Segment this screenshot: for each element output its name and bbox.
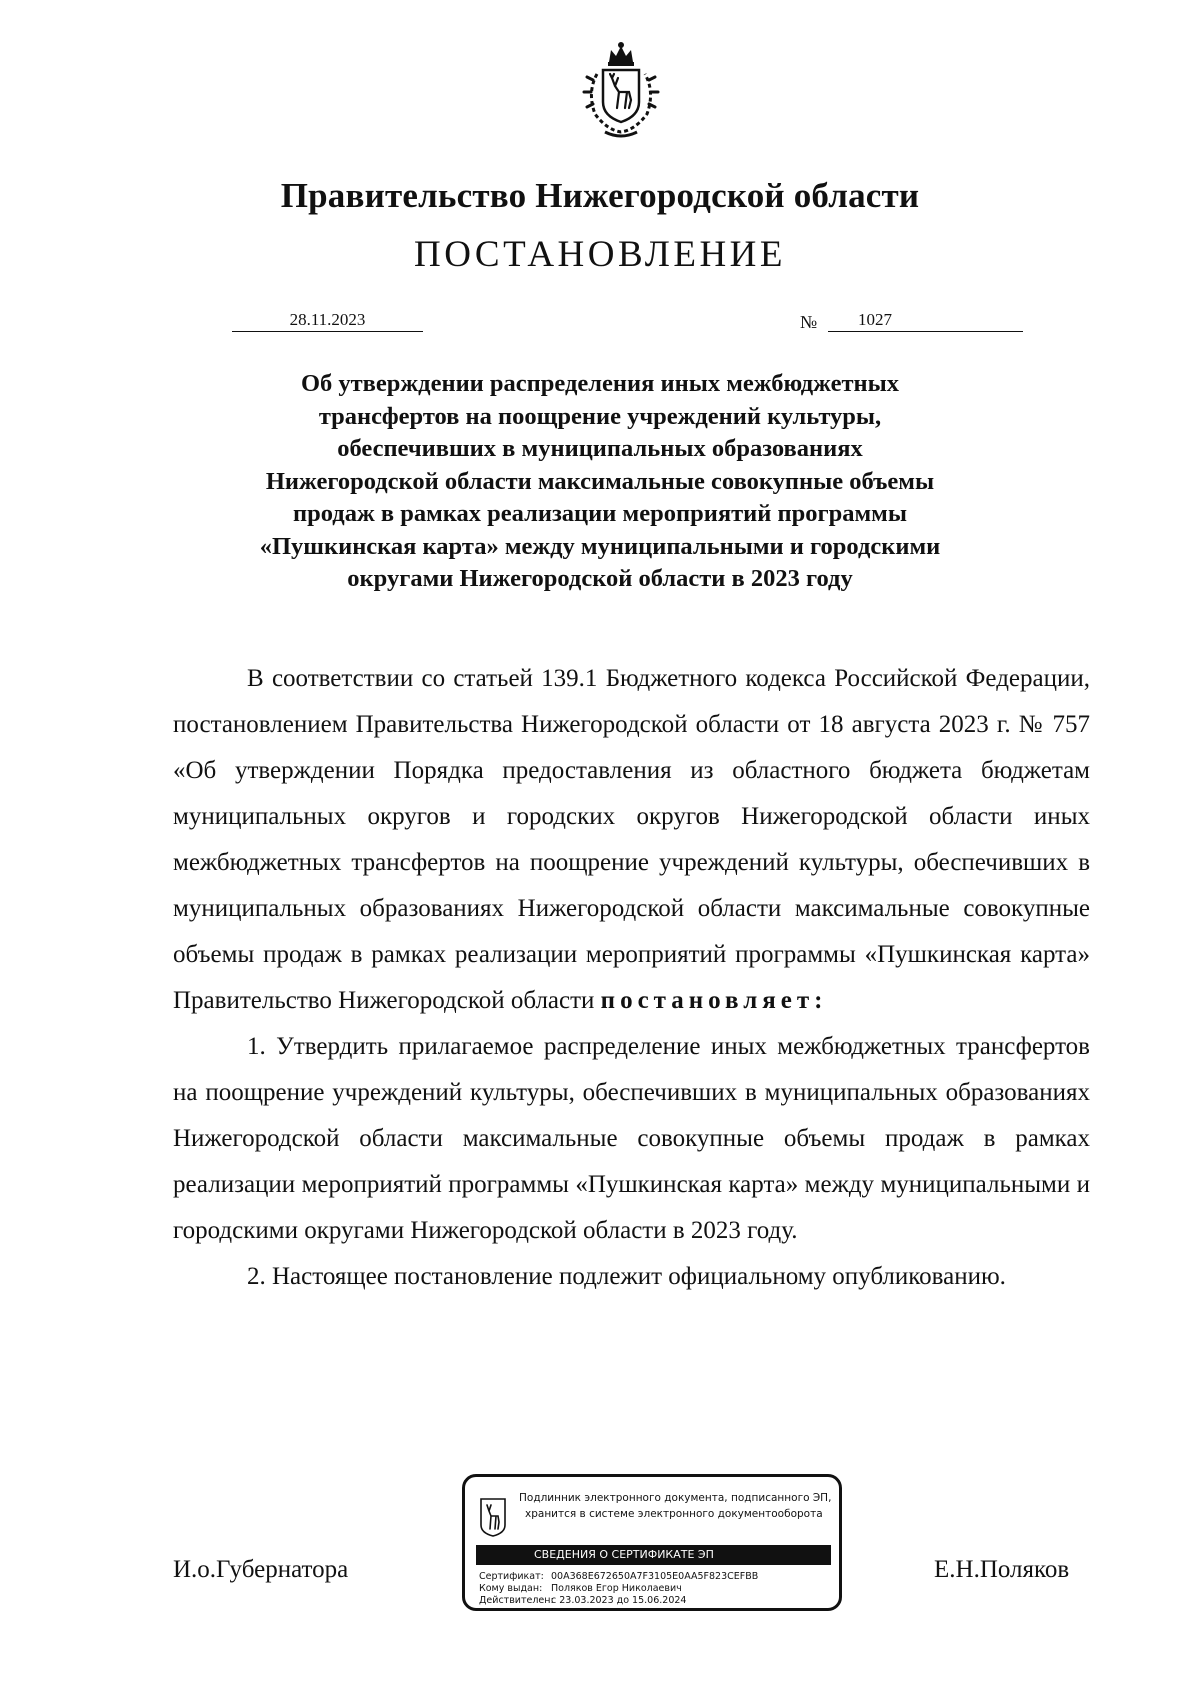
item-1: 1. Утвердить прилагаемое распределение иных межбюджетных трансфертов на поощрение учреждений культуры, обеспечивших в муниципальных образованиях Нижегородской области максимальные совокупные объемы продаж в рамках реализации мероприятий программы «Пушкинская карта» между муниципальными и городскими округами Нижегородской области в 2023 году. xyxy=(173,1033,1090,1244)
issued-to-value: Поляков Егор Николаевич xyxy=(551,1583,682,1594)
government-title: Правительство Нижегородской области xyxy=(280,176,920,215)
certificate-row xyxy=(479,1571,758,1583)
subject-line: Нижегородской области максимальные совокупные объемы xyxy=(265,467,935,495)
stamp-notice-line1: Подлинник электронного документа, подписанного ЭП, xyxy=(519,1492,832,1504)
validity-value: с 23.03.2023 до 15.06.2024 xyxy=(551,1595,687,1606)
validity-label: Действителен: xyxy=(479,1595,554,1606)
subject-line: трансфертов на поощрение учреждений культуры, xyxy=(318,402,882,430)
subject-line: Об утверждении распределения иных межбюджетных xyxy=(300,370,900,397)
certificate-details xyxy=(479,1571,758,1607)
number-sign: № xyxy=(800,312,818,332)
deer-emblem-icon xyxy=(479,1497,507,1537)
certificate-label: Сертификат: xyxy=(479,1571,544,1582)
certificate-value: 00A368E672650A7F3105E0AA5F823CEFBB xyxy=(551,1571,759,1582)
issued-to-label: Кому выдан: xyxy=(479,1583,543,1594)
preamble-text: В соответствии со статьей 139.1 Бюджетного кодекса Российской Федерации, постановлением Правительства Нижегородской области от 18 августа 2023 г. № 757 «Об утверждении Порядка предоставления из областного бюджета бюджетам муниципальных округов и городских округов Нижегородской области иных межбюджетных трансфертов на поощрение учреждений культуры, обеспечивших в муниципальных образованиях Нижегородской области максимальные совокупные объемы продаж в рамках реализации мероприятий программы «Пушкинская карта» Правительство Нижегородской области xyxy=(173,665,1090,1014)
certificate-header-bar: СВЕДЕНИЯ О СЕРТИФИКАТЕ ЭП xyxy=(476,1545,831,1565)
item-2: 2. Настоящее постановление подлежит официальному опубликованию. xyxy=(247,1263,1006,1290)
subject-line: «Пушкинская карта» между муниципальными и городскими xyxy=(259,532,941,560)
subject-line: округами Нижегородской области в 2023 году xyxy=(347,565,853,592)
document-type: ПОСТАНОВЛЕНИЕ xyxy=(414,234,786,275)
signatory-position: И.о.Губернатора xyxy=(173,1556,349,1583)
signatory-name: Е.Н.Поляков xyxy=(934,1556,1070,1583)
issued-to-row xyxy=(479,1583,758,1595)
stamp-notice-line2: хранится в системе электронного документооборота xyxy=(525,1508,823,1520)
validity-row xyxy=(479,1595,758,1607)
decree-word: постановляет: xyxy=(600,987,828,1014)
electronic-signature-stamp xyxy=(462,1474,842,1611)
document-number: 1027 xyxy=(828,309,1023,332)
coat-of-arms-icon xyxy=(575,40,667,140)
document-body xyxy=(173,656,1090,1300)
document-subject xyxy=(200,368,1000,596)
subject-line: обеспечивших в муниципальных образованиях xyxy=(337,435,863,462)
subject-line: продаж в рамках реализации мероприятий программы xyxy=(293,500,907,527)
preamble-paragraph xyxy=(173,656,1090,1024)
document-date: 28.11.2023 xyxy=(232,309,423,332)
